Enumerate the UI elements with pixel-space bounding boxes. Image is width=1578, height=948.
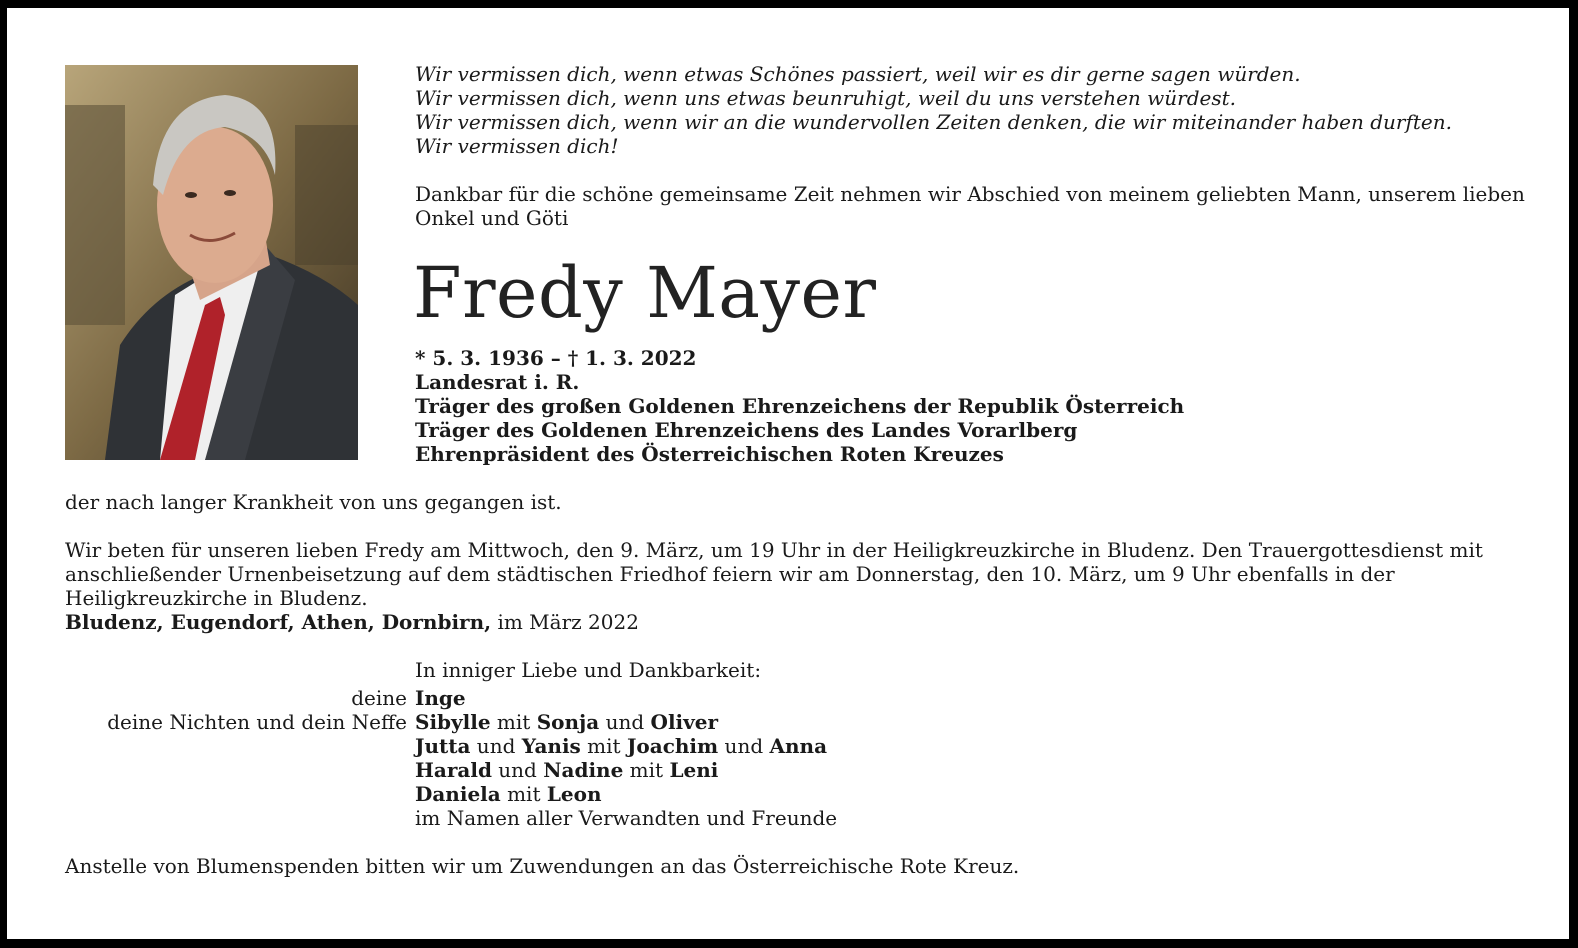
- family-name: Leon: [546, 782, 602, 806]
- intro-text: Dankbar für die schöne gemeinsame Zeit nehmen wir Abschied von meinem geliebten Mann, unserem lieben Onkel und Göti: [415, 182, 1525, 230]
- family-name: Nadine: [543, 758, 624, 782]
- service-text: Wir beten für unseren lieben Fredy am Mittwoch, den 9. März, um 19 Uhr in der Heiligkreuzkirche in Bludenz. Den Trauergottesdienst mit anschließender Urnenbeisetzung auf dem städtischen Friedhof feiern wir am Donnerstag, den 10. März, um 9 Uhr ebenfalls in der Heiligkreuzkirche in Bludenz.: [65, 538, 1483, 610]
- family-name: Joachim: [626, 734, 719, 758]
- poem-line: Wir vermissen dich, wenn uns etwas beunruhigt, weil du uns verstehen würdest.: [415, 86, 1237, 110]
- poem-line: Wir vermissen dich, wenn wir an die wundervollen Zeiten denken, die wir miteinander haben durften.: [415, 110, 1452, 134]
- poem: [415, 62, 1452, 158]
- family-name: Anna: [769, 734, 828, 758]
- closing-line: In inniger Liebe und Dankbarkeit:: [415, 658, 762, 682]
- place-names: Bludenz, Eugendorf, Athen, Dornbirn,: [65, 610, 492, 634]
- family-name: Sibylle: [415, 710, 491, 734]
- wife-name-text: Inge: [415, 686, 466, 710]
- portrait-photo: [65, 65, 358, 460]
- deceased-details: [415, 346, 1184, 466]
- family-line: [415, 734, 827, 758]
- poem-line: Wir vermissen dich, wenn etwas Schönes passiert, weil wir es dir gerne sagen würden.: [415, 62, 1301, 86]
- connector: und: [599, 710, 651, 734]
- family-line: [415, 710, 718, 734]
- passed-text: der nach langer Krankheit von uns gegangen ist.: [65, 490, 562, 514]
- family-line: [415, 758, 718, 782]
- deceased-name: Fredy Mayer: [413, 252, 877, 334]
- family-name: Harald: [415, 758, 492, 782]
- title-line: Träger des Goldenen Ehrenzeichens des Landes Vorarlberg: [415, 418, 1078, 442]
- family-name: Jutta: [415, 734, 471, 758]
- wife-name: [415, 686, 466, 710]
- family-name: Yanis: [521, 734, 581, 758]
- poem-line: Wir vermissen dich!: [415, 134, 619, 158]
- connector: mit: [500, 782, 547, 806]
- family-line: [415, 782, 602, 806]
- connector: und: [718, 734, 770, 758]
- family-name: Oliver: [650, 710, 719, 734]
- connector: mit: [623, 758, 670, 782]
- relatives-line: im Namen aller Verwandten und Freunde: [415, 806, 838, 830]
- connector: und: [470, 734, 522, 758]
- date-text: im März 2022: [491, 610, 639, 634]
- title-line: Träger des großen Goldenen Ehrenzeichens der Republik Österreich: [415, 394, 1185, 418]
- nieces-label: deine Nichten und dein Neffe: [107, 710, 407, 734]
- title-line: Ehrenpräsident des Österreichischen Roten Kreuzes: [415, 442, 1004, 466]
- title-line: Landesrat i. R.: [415, 370, 580, 394]
- family-name: Sonja: [536, 710, 600, 734]
- connector: und: [491, 758, 544, 782]
- wife-label: deine: [351, 686, 407, 710]
- family-name: Daniela: [415, 782, 501, 806]
- donation-text: Anstelle von Blumenspenden bitten wir um Zuwendungen an das Österreichische Rote Kreuz.: [65, 854, 1020, 878]
- connector: mit: [580, 734, 627, 758]
- obituary-notice: [7, 8, 1569, 939]
- place-date: [65, 610, 1525, 634]
- connector: mit: [490, 710, 537, 734]
- portrait-icon: [65, 65, 358, 460]
- family-name: Leni: [669, 758, 719, 782]
- life-dates: * 5. 3. 1936 – † 1. 3. 2022: [415, 346, 697, 370]
